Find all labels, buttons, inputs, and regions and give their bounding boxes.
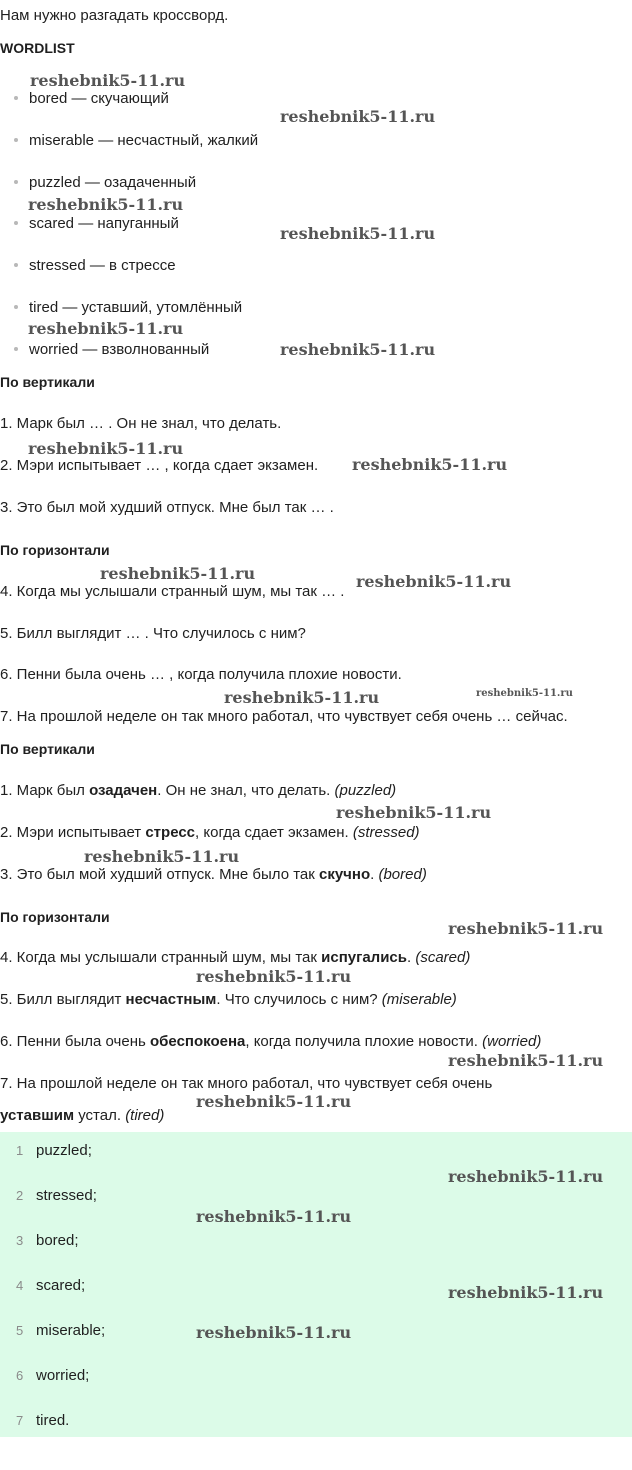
solution-item: уставшим устал. (tired) xyxy=(0,1107,165,1124)
watermark: reshebnik5-11.ru xyxy=(280,224,436,243)
bullet-icon xyxy=(14,263,18,267)
wordlist-item: stressed — в стрессе xyxy=(14,256,176,276)
wordlist-item: scared — напуганный xyxy=(14,214,179,234)
answer-key-item: 2 stressed; xyxy=(16,1187,97,1204)
watermark: reshebnik5-11.ru xyxy=(28,195,184,214)
solution-down-heading: По вертикали xyxy=(0,741,95,757)
answer-key-item: 1 puzzled; xyxy=(16,1142,92,1159)
solution-item: 5. Билл выглядит несчастным. Что случилось с ним? (miserable) xyxy=(0,991,457,1008)
watermark: reshebnik5-11.ru xyxy=(336,803,492,822)
question-item: 7. На прошлой неделе он так много работал, что чувствует себя очень … сейчас. xyxy=(0,708,568,725)
question-item: 3. Это был мой худший отпуск. Мне был так … . xyxy=(0,499,334,516)
bullet-icon xyxy=(14,305,18,309)
wordlist-item: tired — уставший, утомлённый xyxy=(14,298,242,318)
intro-text: Нам нужно разгадать кроссворд. xyxy=(0,7,229,24)
watermark: reshebnik5-11.ru xyxy=(448,1167,604,1186)
answer-key-item: 6 worried; xyxy=(16,1367,90,1384)
solution-across-heading: По горизонтали xyxy=(0,909,110,925)
watermark: reshebnik5-11.ru xyxy=(352,455,508,474)
answer-key-item: 5 miserable; xyxy=(16,1322,106,1339)
wordlist-item: puzzled — озадаченный xyxy=(14,173,196,193)
questions-down-heading: По вертикали xyxy=(0,374,95,390)
watermark: reshebnik5-11.ru xyxy=(30,71,186,90)
solution-item: 7. На прошлой неделе он так много работал, что чувствует себя очень xyxy=(0,1075,493,1092)
solution-item: 4. Когда мы услышали странный шум, мы так испугались. (scared) xyxy=(0,949,471,966)
watermark: reshebnik5-11.ru xyxy=(280,107,436,126)
watermark: reshebnik5-11.ru xyxy=(280,340,436,359)
question-item: 5. Билл выглядит … . Что случилось с ним? xyxy=(0,625,306,642)
wordlist-item: bored — скучающий xyxy=(14,89,169,109)
watermark: reshebnik5-11.ru xyxy=(196,1092,352,1111)
question-item: 2. Мэри испытывает … , когда сдает экзамен. xyxy=(0,457,319,474)
solution-item: 3. Это был мой худший отпуск. Мне было так скучно. (bored) xyxy=(0,866,427,883)
watermark: reshebnik5-11.ru xyxy=(28,319,184,338)
watermark: reshebnik5-11.ru xyxy=(196,1323,352,1342)
bullet-icon xyxy=(14,347,18,351)
questions-across-heading: По горизонтали xyxy=(0,542,110,558)
bullet-icon xyxy=(14,96,18,100)
watermark: reshebnik5-11.ru xyxy=(476,688,573,699)
question-item: 6. Пенни была очень … , когда получила плохие новости. xyxy=(0,666,402,683)
wordlist-heading: WORDLIST xyxy=(0,40,75,56)
bullet-icon xyxy=(14,221,18,225)
answer-key-item: 3 bored; xyxy=(16,1232,79,1249)
question-item: 1. Марк был … . Он не знал, что делать. xyxy=(0,415,282,432)
watermark: reshebnik5-11.ru xyxy=(448,919,604,938)
answer-key-item: 4 scared; xyxy=(16,1277,86,1294)
bullet-icon xyxy=(14,138,18,142)
watermark: reshebnik5-11.ru xyxy=(100,564,256,583)
solution-item: 2. Мэри испытывает стресс, когда сдает экзамен. (stressed) xyxy=(0,824,420,841)
watermark: reshebnik5-11.ru xyxy=(84,847,240,866)
watermark: reshebnik5-11.ru xyxy=(448,1283,604,1302)
watermark: reshebnik5-11.ru xyxy=(196,967,352,986)
watermark: reshebnik5-11.ru xyxy=(356,572,512,591)
watermark: reshebnik5-11.ru xyxy=(28,439,184,458)
watermark: reshebnik5-11.ru xyxy=(224,688,380,707)
solution-item: 6. Пенни была очень обеспокоена, когда получила плохие новости. (worried) xyxy=(0,1033,542,1050)
wordlist-item: worried — взволнованный xyxy=(14,340,209,360)
solution-item: 1. Марк был озадачен. Он не знал, что делать. (puzzled) xyxy=(0,782,397,799)
answer-key-item: 7 tired. xyxy=(16,1412,70,1429)
watermark: reshebnik5-11.ru xyxy=(196,1207,352,1226)
watermark: reshebnik5-11.ru xyxy=(448,1051,604,1070)
wordlist-item: miserable — несчастный, жалкий xyxy=(14,131,258,151)
bullet-icon xyxy=(14,180,18,184)
question-item: 4. Когда мы услышали странный шум, мы так … . xyxy=(0,583,345,600)
